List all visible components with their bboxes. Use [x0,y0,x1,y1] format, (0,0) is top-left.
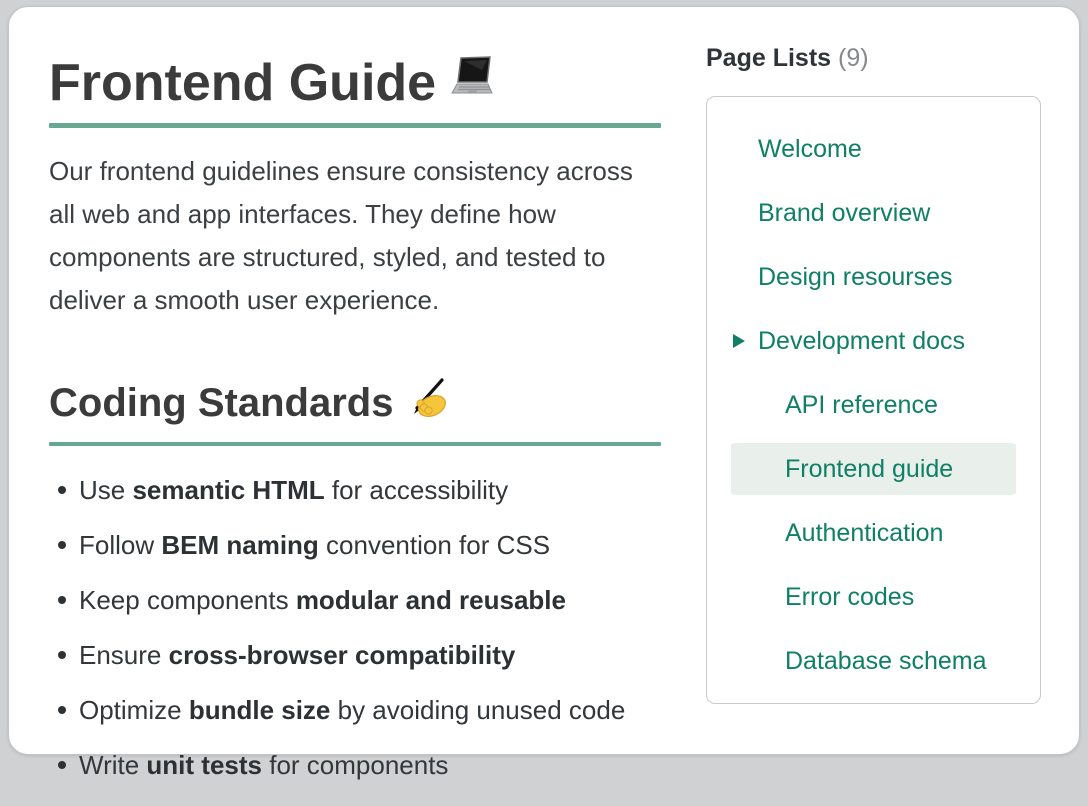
page-list-item-label: Welcome [758,134,862,163]
page-lists-heading [706,43,869,73]
page-list-item-label: Error codes [785,582,915,611]
page-list-item-label: API reference [785,390,938,419]
page-lists-title-text: Page Lists [706,44,832,72]
page-list-item-label: Frontend guide [785,454,954,483]
page-title [49,55,661,111]
page-list-item-design-resourses[interactable] [731,245,1016,309]
bullet-item [49,696,661,724]
bullet-dot [58,486,66,494]
content-card [8,6,1080,780]
bullet-text: Keep components modular and reusable [79,585,566,615]
page-list-item-error-codes[interactable] [731,565,1016,629]
page-list-item-brand-overview[interactable] [731,181,1016,245]
page-list-item-label: Database schema [785,646,987,675]
caret-right-icon [733,334,745,348]
page-list-item-frontend-guide[interactable] [731,437,1016,501]
bullet-dot [58,706,66,714]
bullet-dot [58,761,66,769]
bullet-text: Optimize bundle size by avoiding unused code [79,695,626,725]
bullet-dot [58,541,66,549]
page-list-item-label: Development docs [758,326,966,355]
bullet-item [49,586,661,614]
page-list-item-database-schema[interactable] [731,629,1016,693]
laptop-icon [448,55,496,111]
bullet-text: Write unit tests for components [79,750,449,780]
page-list-item-label: Authentication [785,518,944,547]
coding-standards-list [49,476,661,779]
bullet-item [49,531,661,559]
bullet-item [49,641,661,669]
bullet-item [49,751,661,779]
page-list-item-api-reference[interactable] [731,373,1016,437]
writing-hand-icon [405,378,449,428]
page-lists-count: (9) [838,44,869,72]
section-underline [49,442,661,446]
bullet-item [49,476,661,504]
bullet-dot [58,651,66,659]
section-heading-text: Coding Standards [49,381,394,425]
page-list-item-welcome[interactable] [731,117,1016,181]
page-list-item-authentication[interactable] [731,501,1016,565]
page-list-panel [706,96,1041,704]
title-underline [49,123,661,128]
article [49,55,661,806]
page-list-item-development-docs[interactable] [731,309,1016,373]
bullet-text: Follow BEM naming convention for CSS [79,530,551,560]
page-list-item-label: Brand overview [758,198,931,227]
page-title-text: Frontend Guide [49,54,437,112]
intro-paragraph: Our frontend guidelines ensure consistency across all web and app interfaces. They define how components are structured, styled, and tested to deliver a smooth user experience. [49,156,633,315]
bullet-dot [58,596,66,604]
section-heading [49,378,661,428]
page-list-item-label: Design resourses [758,262,953,291]
bullet-text: Ensure cross-browser compatibility [79,640,516,670]
bullet-text: Use semantic HTML for accessibility [79,475,509,505]
